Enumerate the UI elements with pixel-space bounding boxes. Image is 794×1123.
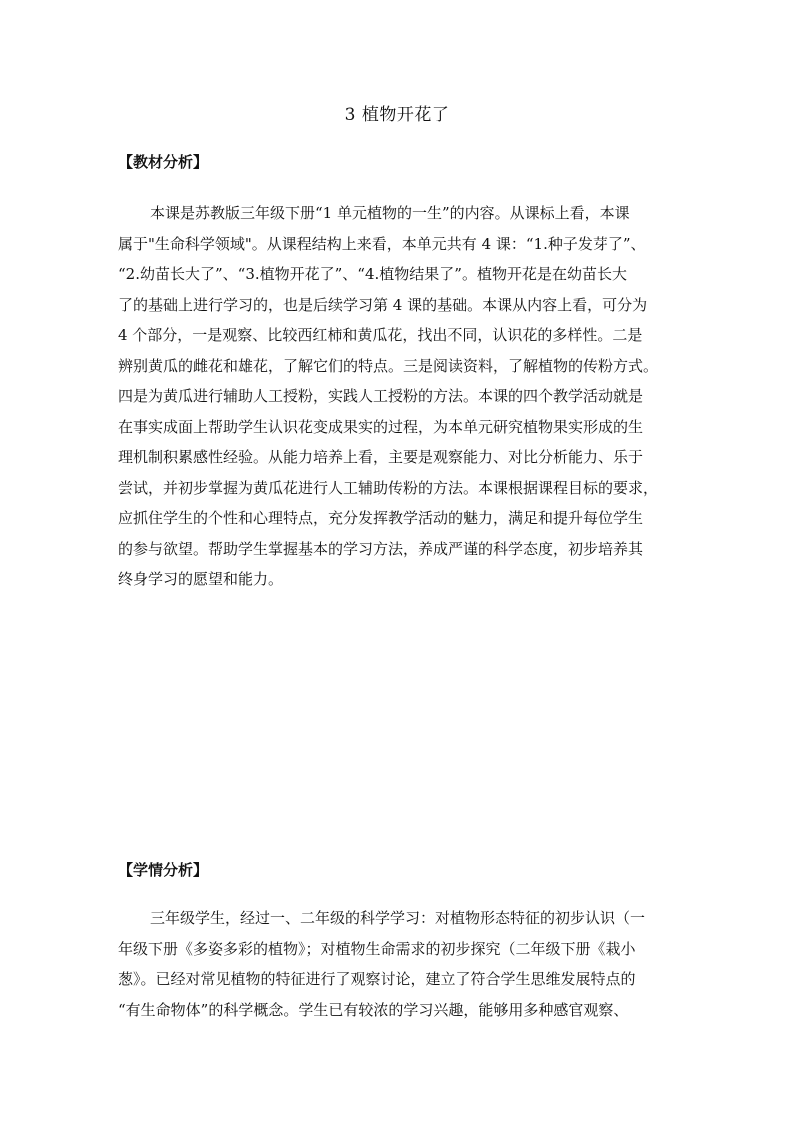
- text-line: 三年级学生，经过一、二年级的科学学习：对植物形态特征的初步认识（一: [150, 909, 646, 927]
- text-line: 4 个部分，一是观察、比较西红柿和黄瓜花，找出不同，认识花的多样性。二是: [118, 326, 643, 344]
- text-line: “2.幼苗长大了”、“3.植物开花了”、“4.植物结果了”。植物开花是在幼苗长大: [118, 265, 627, 283]
- text-line: “有生命物体”的科学概念。学生已有较浓的学习兴趣，能够用多种感官观察、: [118, 1000, 629, 1019]
- paragraph-textbook-analysis: [118, 198, 688, 595]
- text-line: 属于"生命科学领域"。从课程结构上来看，本单元共有 4 课：“1.种子发芽了”、: [118, 234, 646, 253]
- text-line: 年级下册《多姿多彩的植物》；对植物生命需求的初步探究（二年级下册《栽小: [118, 939, 636, 958]
- section-heading-textbook-analysis: 【教材分析】: [118, 153, 209, 171]
- text-line: 应抓住学生的个性和心理特点，充分发挥教学活动的魅力，满足和提升每位学生: [118, 509, 644, 527]
- text-line: 辨别黄瓜的雌花和雄花，了解它们的特点。三是阅读资料，了解植物的传粉方式。: [118, 356, 659, 375]
- text-line: 葱》。已经对常见植物的特征进行了观察讨论，建立了符合学生思维发展特点的: [118, 970, 636, 988]
- text-line: 本课是苏教版三年级下册“1 单元植物的一生”的内容。从课标上看，本课: [150, 204, 630, 222]
- text-line: 终身学习的愿望和能力。: [118, 570, 284, 588]
- text-line: 四是为黄瓜进行辅助人工授粉，实践人工授粉的方法。本课的四个教学活动就是: [118, 387, 644, 405]
- text-line: 理机制积累感性经验。从能力培养上看，主要是观察能力、对比分析能力、乐于: [118, 448, 644, 466]
- text-line: 在事实成面上帮助学生认识花变成果实的过程，为本单元研究植物果实形成的生: [118, 417, 644, 436]
- text-line: 的参与欲望。帮助学生掌握基本的学习方法，养成严谨的科学态度，初步培养其: [118, 539, 644, 558]
- section-heading-student-analysis: 【学情分析】: [118, 861, 209, 879]
- paragraph-student-analysis: [118, 903, 688, 1025]
- text-line: 尝试，并初步掌握为黄瓜花进行人工辅助传粉的方法。本课根据课程目标的要求，: [118, 478, 659, 497]
- page-title: 3 植物开花了: [344, 105, 450, 125]
- text-line: 了的基础上进行学习的，也是后续学习第 4 课的基础。本课从内容上看，可分为: [118, 295, 648, 314]
